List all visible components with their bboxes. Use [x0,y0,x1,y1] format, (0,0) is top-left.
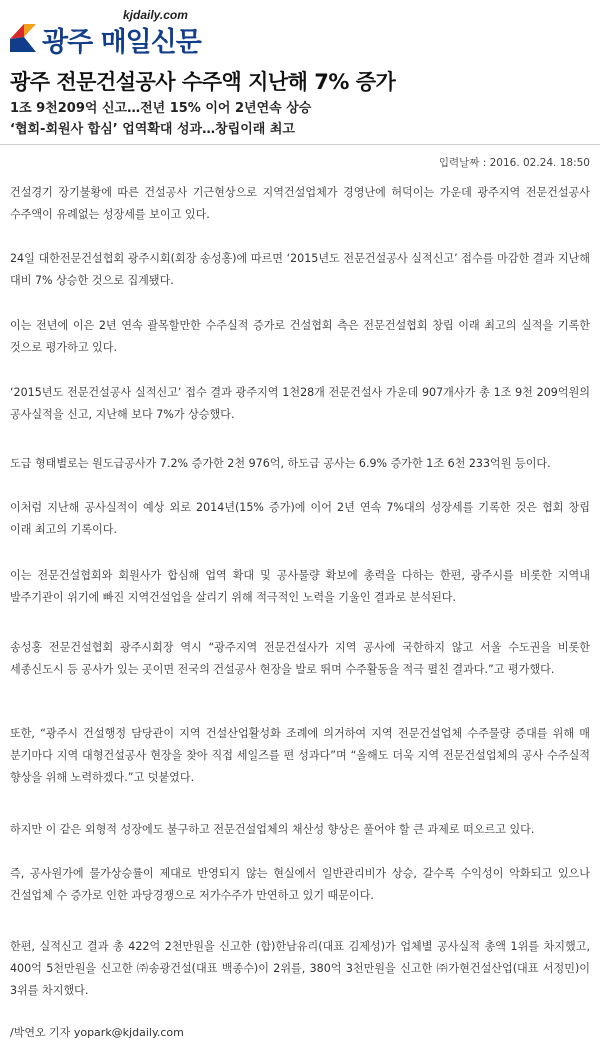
article-paragraph: 건설경기 장기불황에 따른 건설공사 기근현상으로 지역건설업체가 경영난에 허덕이는 가운데 광주지역 전문건설공사 수주액이 유례없는 성장세를 보이고 있다. [10,186,590,221]
article-paragraph: 송성홍 전문건설협회 광주시회장 역시 “광주지역 전문건설사가 지역 공사에 국한하지 않고 서울 수도권을 비롯한 세종신도시 등 공사가 있는 곳이면 전국의 건설공사 현장을 발로 뛰며 수주활동을 적극 펼친 결과다.”고 평가했다. [10,641,590,676]
article-paragraph: 이는 전문건설협회와 회원사가 합심해 업역 확대 및 공사물량 확보에 총력을 다하는 한편, 광주시를 비롯한 지역내 발주기관이 위기에 빠진 지역건설업을 살리기 위해 적극적인 노력을 기울인 결과로 분석된다. [10,569,590,604]
article-paragraph: 한편, 실적신고 결과 총 422억 2천만원을 신고한 (합)한남유리(대표 김제성)가 업체별 공사실적 총액 1위를 차지했고, 400억 5천만원을 신고한 ㈜송광건설(대표 백종수)이 2위를, 380억 3천만원을 신고한 ㈜가현건설산업(대표 서정민)이 3위를 차지했다. [10,940,590,997]
header-divider [0,144,600,145]
article-paragraph: ‘2015년도 전문건설공사 실적신고’ 접수 결과 광주지역 1천28개 전문건설사 가운데 907개사가 총 1조 9천 209억원의 공사실적을 신고, 지난해 보다 7%가 상승했다. [10,386,590,421]
article-subheadline: ‘협회-회원사 합심’ 업역확대 성과…창립이래 최고 [10,122,295,137]
site-header [0,0,600,62]
site-url[interactable]: kjdaily.com [123,8,188,22]
article-paragraph: 이는 전년에 이은 2년 연속 괄목할만한 수주실적 증가로 건설협회 측은 전문건설협회 창립 이래 최고의 실적을 기록한 것으로 평가하고 있다. [10,319,590,354]
article-byline: /박연오 기자 yopark@kjdaily.com [10,1026,184,1039]
article-paragraph: 이처럼 지난해 공사실적이 예상 외로 2014년(15% 증가)에 이어 2년 연속 7%대의 성장세를 기록한 것은 협회 창립 이래 최고의 기록이다. [10,501,590,536]
article-paragraph: 즉, 공사원가에 물가상승률이 제대로 반영되지 않는 현실에서 일반관리비가 상승, 갈수록 수익성이 악화되고 있으나 건설업체 수 증가로 인한 과당경쟁으로 저가수주가 만연하고 있기 때문이다. [10,867,590,902]
site-logo-text[interactable]: 광주 매일신문 [42,27,201,58]
article-dateline: 입력날짜 : 2016. 02.24. 18:50 [438,157,590,169]
article-headline: 광주 전문건설공사 수주액 지난해 7% 증가 [10,70,396,94]
article-paragraph: 24일 대한전문건설협회 광주시회(회장 송성홍)에 따르면 ‘2015년도 전문건설공사 실적신고’ 접수를 마감한 결과 지난해 대비 7% 상승한 것으로 집계됐다. [10,252,590,287]
article-paragraph: 도급 형태별로는 원도급공사가 7.2% 증가한 2천 976억, 하도급 공사는 6.9% 증가한 1조 6천 233억원 등이다. [10,457,551,470]
logo-icon[interactable] [10,24,36,52]
article-paragraph: 또한, “광주시 건설행정 담당관이 지역 건설산업활성화 조례에 의거하여 지역 전문건설업체 수주물량 증대를 위해 매 분기마다 지역 대형건설공사 현장을 찾아 직접 세일즈를 편 성과다”며 “올해도 더욱 지역 전문건설업체의 공사 수주실적 향상을 위해 노력하겠다.”고 덧붙였다. [10,727,590,784]
article-paragraph: 하지만 이 같은 외형적 성장에도 불구하고 전문건설업체의 채산성 향상은 풀어야 할 큰 과제로 떠오르고 있다. [10,823,535,836]
article-subheadline: 1조 9천209억 신고…전년 15% 이어 2년연속 상승 [10,101,312,116]
